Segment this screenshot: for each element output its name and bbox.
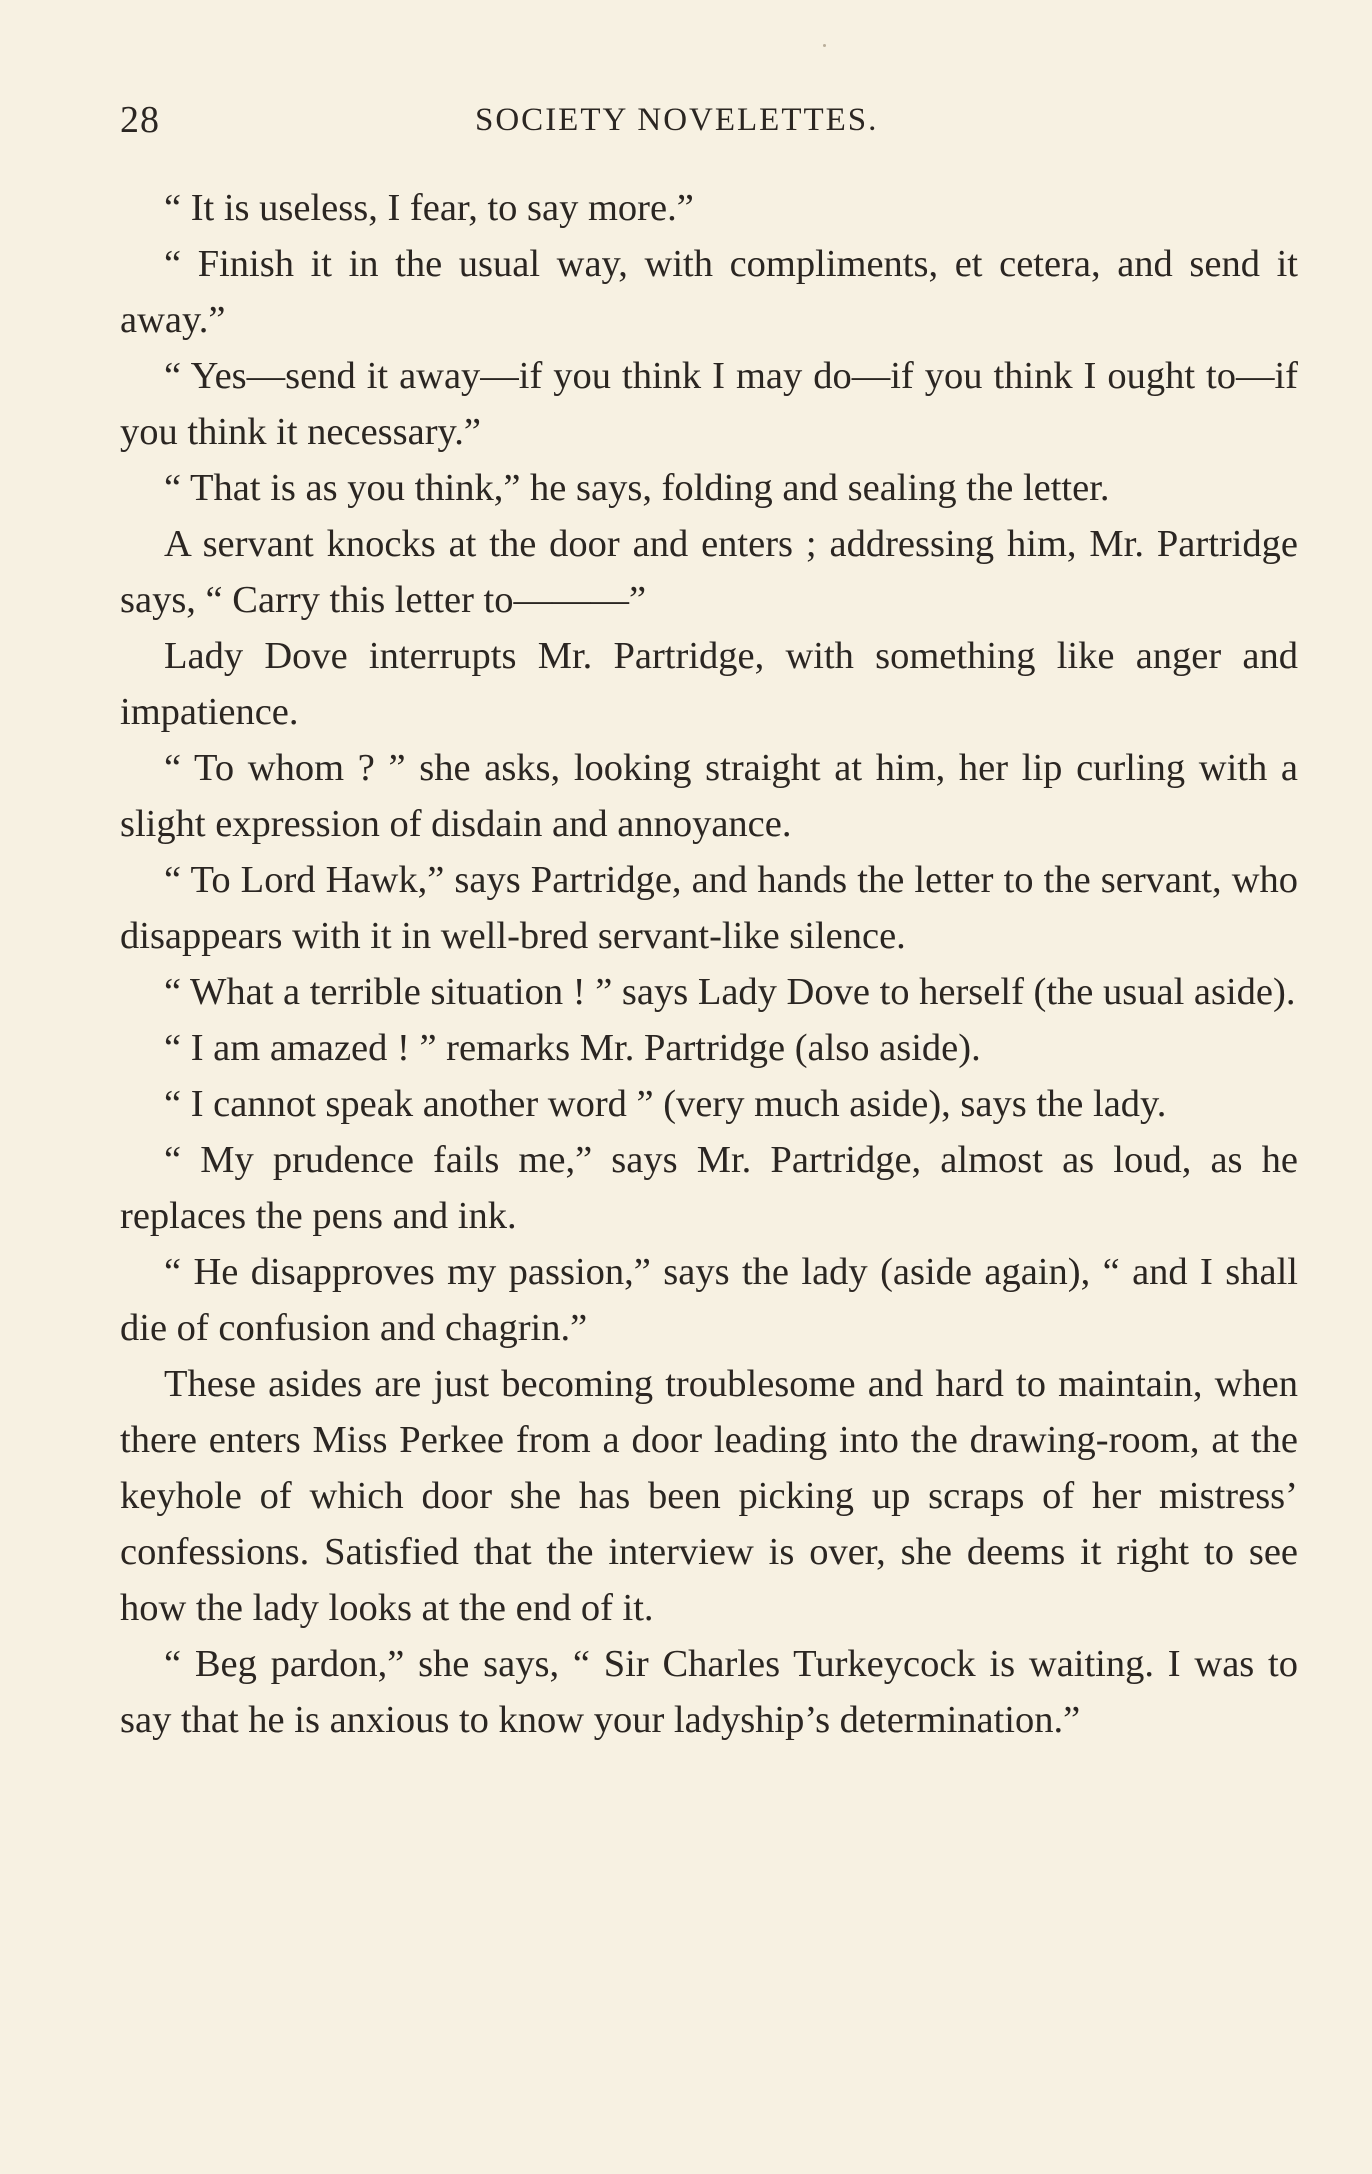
paragraph: “ Finish it in the usual way, with compliments, et cetera, and send it away.” (120, 243, 1298, 341)
paragraph: These asides are just becoming troublesome and hard to maintain, when there enters Miss Perkee from a door leading into the drawing-room, at the keyhole of which door she has been picking up scraps of her mistress’ confessions. Satisfied that the interview is over, she deems it right to see how the lady looks at the end of it. (120, 1363, 1298, 1629)
paragraph: A servant knocks at the door and enters ; addressing him, Mr. Partridge says, “ Carry this letter to———” (120, 523, 1298, 621)
paper-speck (823, 44, 826, 47)
body-text (120, 180, 1298, 1748)
paragraph: “ To Lord Hawk,” says Partridge, and hands the letter to the servant, who disappears with it in well-bred servant-like silence. (120, 859, 1298, 957)
running-title: SOCIETY NOVELETTES. (475, 102, 879, 138)
paragraph: “ What a terrible situation ! ” says Lady Dove to herself (the usual aside). (164, 971, 1296, 1013)
paragraph: “ He disapproves my passion,” says the lady (aside again), “ and I shall die of confusion and chagrin.” (120, 1251, 1298, 1349)
paragraph: Lady Dove interrupts Mr. Partridge, with something like anger and impatience. (120, 635, 1298, 733)
paragraph: “ To whom ? ” she asks, looking straight at him, her lip curling with a slight expression of disdain and annoyance. (120, 747, 1298, 845)
paragraph: “ I cannot speak another word ” (very much aside), says the lady. (164, 1083, 1167, 1125)
paragraph: “ My prudence fails me,” says Mr. Partridge, almost as loud, as he replaces the pens and ink. (120, 1139, 1298, 1237)
paragraph: “ It is useless, I fear, to say more.” (164, 187, 694, 229)
page-number: 28 (120, 99, 160, 141)
paragraph: “ Beg pardon,” she says, “ Sir Charles Turkeycock is waiting. I was to say that he is anxious to know your ladyship’s determination.” (120, 1643, 1298, 1741)
paragraph: “ Yes—send it away—if you think I may do—if you think I ought to—if you think it necessary.” (120, 355, 1298, 453)
page-header (120, 98, 1298, 154)
paragraph: “ That is as you think,” he says, folding and sealing the letter. (164, 467, 1110, 509)
paragraph: “ I am amazed ! ” remarks Mr. Partridge (also aside). (164, 1027, 981, 1069)
